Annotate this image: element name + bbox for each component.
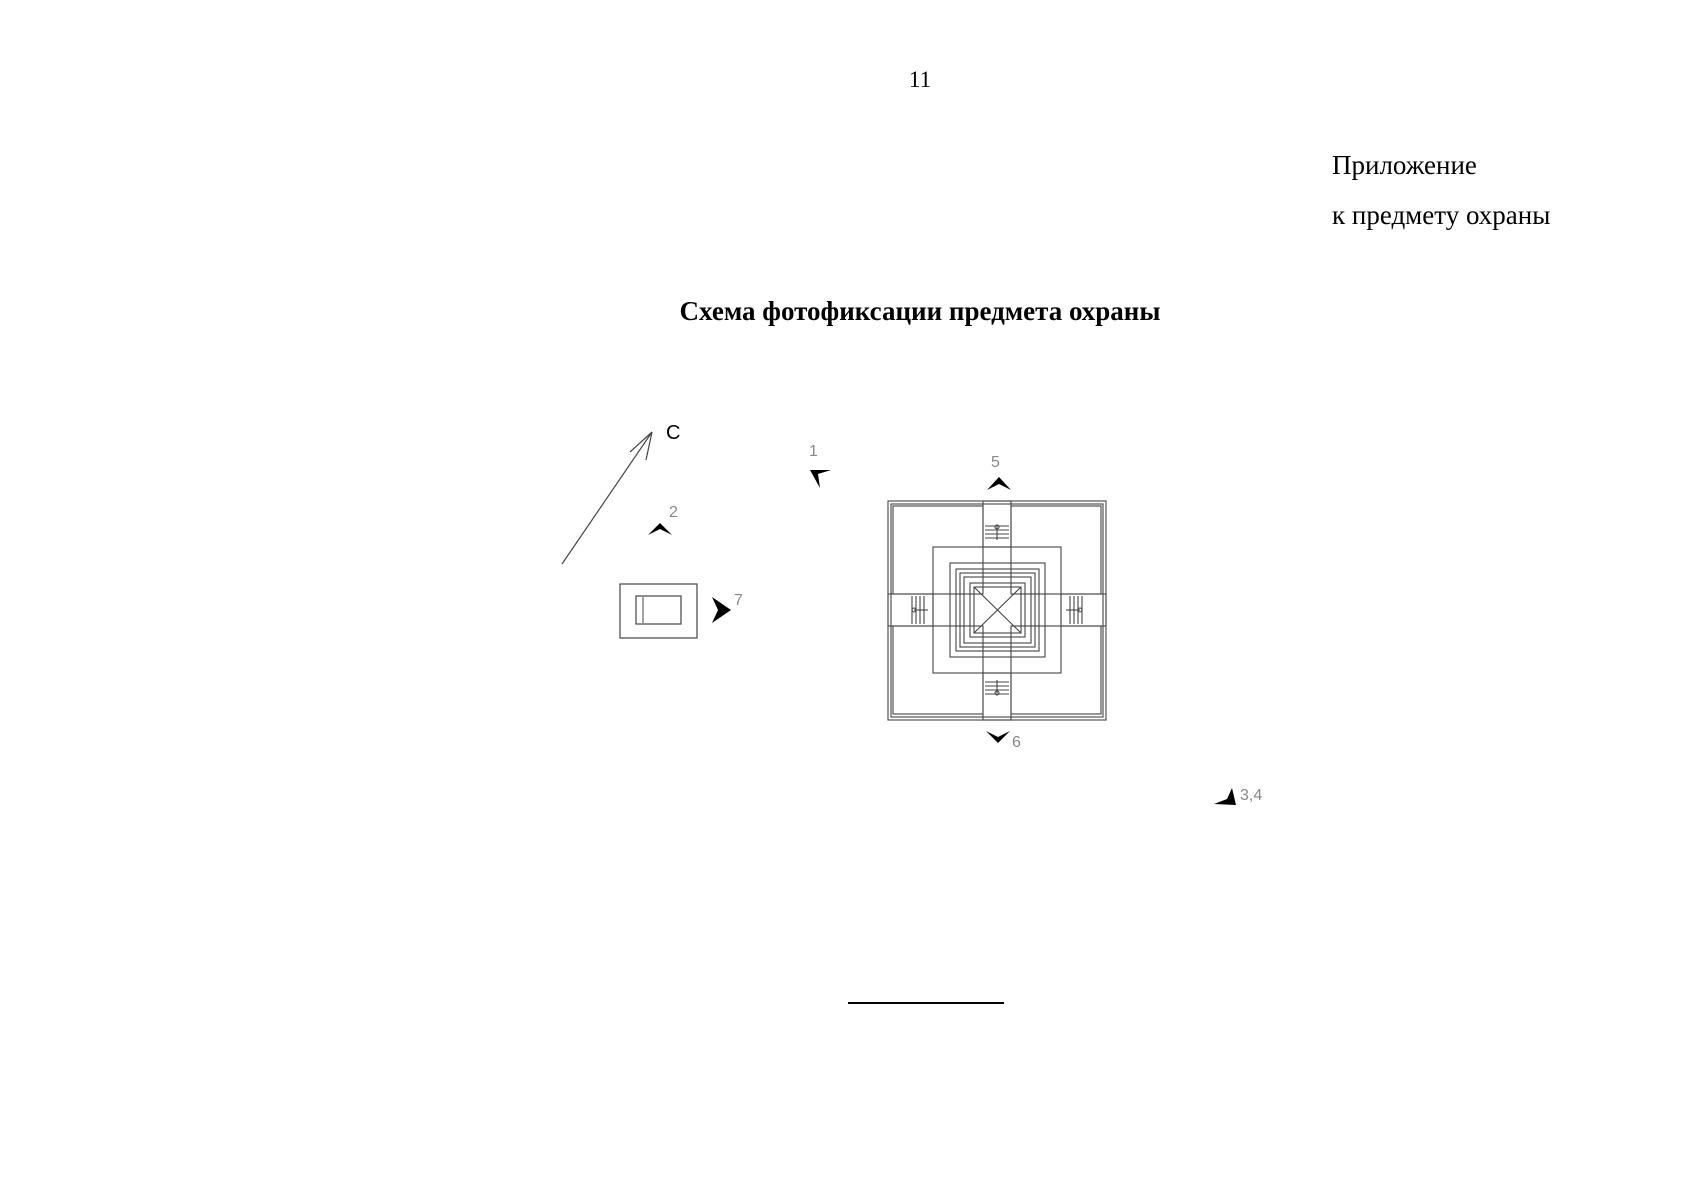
viewpoint-6-label: 6 — [1012, 734, 1021, 751]
viewpoint-6 — [986, 731, 1021, 751]
bottom-divider — [848, 1002, 1004, 1004]
viewpoint-5 — [987, 454, 1011, 490]
small-building — [620, 584, 697, 638]
page-number: 11 — [908, 67, 932, 92]
north-label: С — [666, 422, 681, 444]
appendix-line-2: к предмету охраны — [1332, 200, 1551, 230]
viewpoint-2 — [648, 504, 678, 535]
monument-plan — [888, 501, 1106, 720]
viewpoint-7-label: 7 — [734, 592, 743, 609]
north-arrow — [562, 422, 680, 564]
viewpoint-7 — [712, 592, 743, 623]
appendix-line-1: Приложение — [1332, 150, 1477, 180]
viewpoint-1 — [809, 443, 831, 488]
viewpoint-2-label: 2 — [669, 504, 678, 521]
viewpoint-5-label: 5 — [991, 454, 1000, 471]
viewpoint-3-4-label: 3,4 — [1240, 787, 1263, 804]
viewpoint-3-4 — [1214, 787, 1262, 805]
viewpoint-1-label: 1 — [809, 443, 818, 460]
document-title: Схема фотофиксации предмета охраны — [679, 296, 1161, 326]
